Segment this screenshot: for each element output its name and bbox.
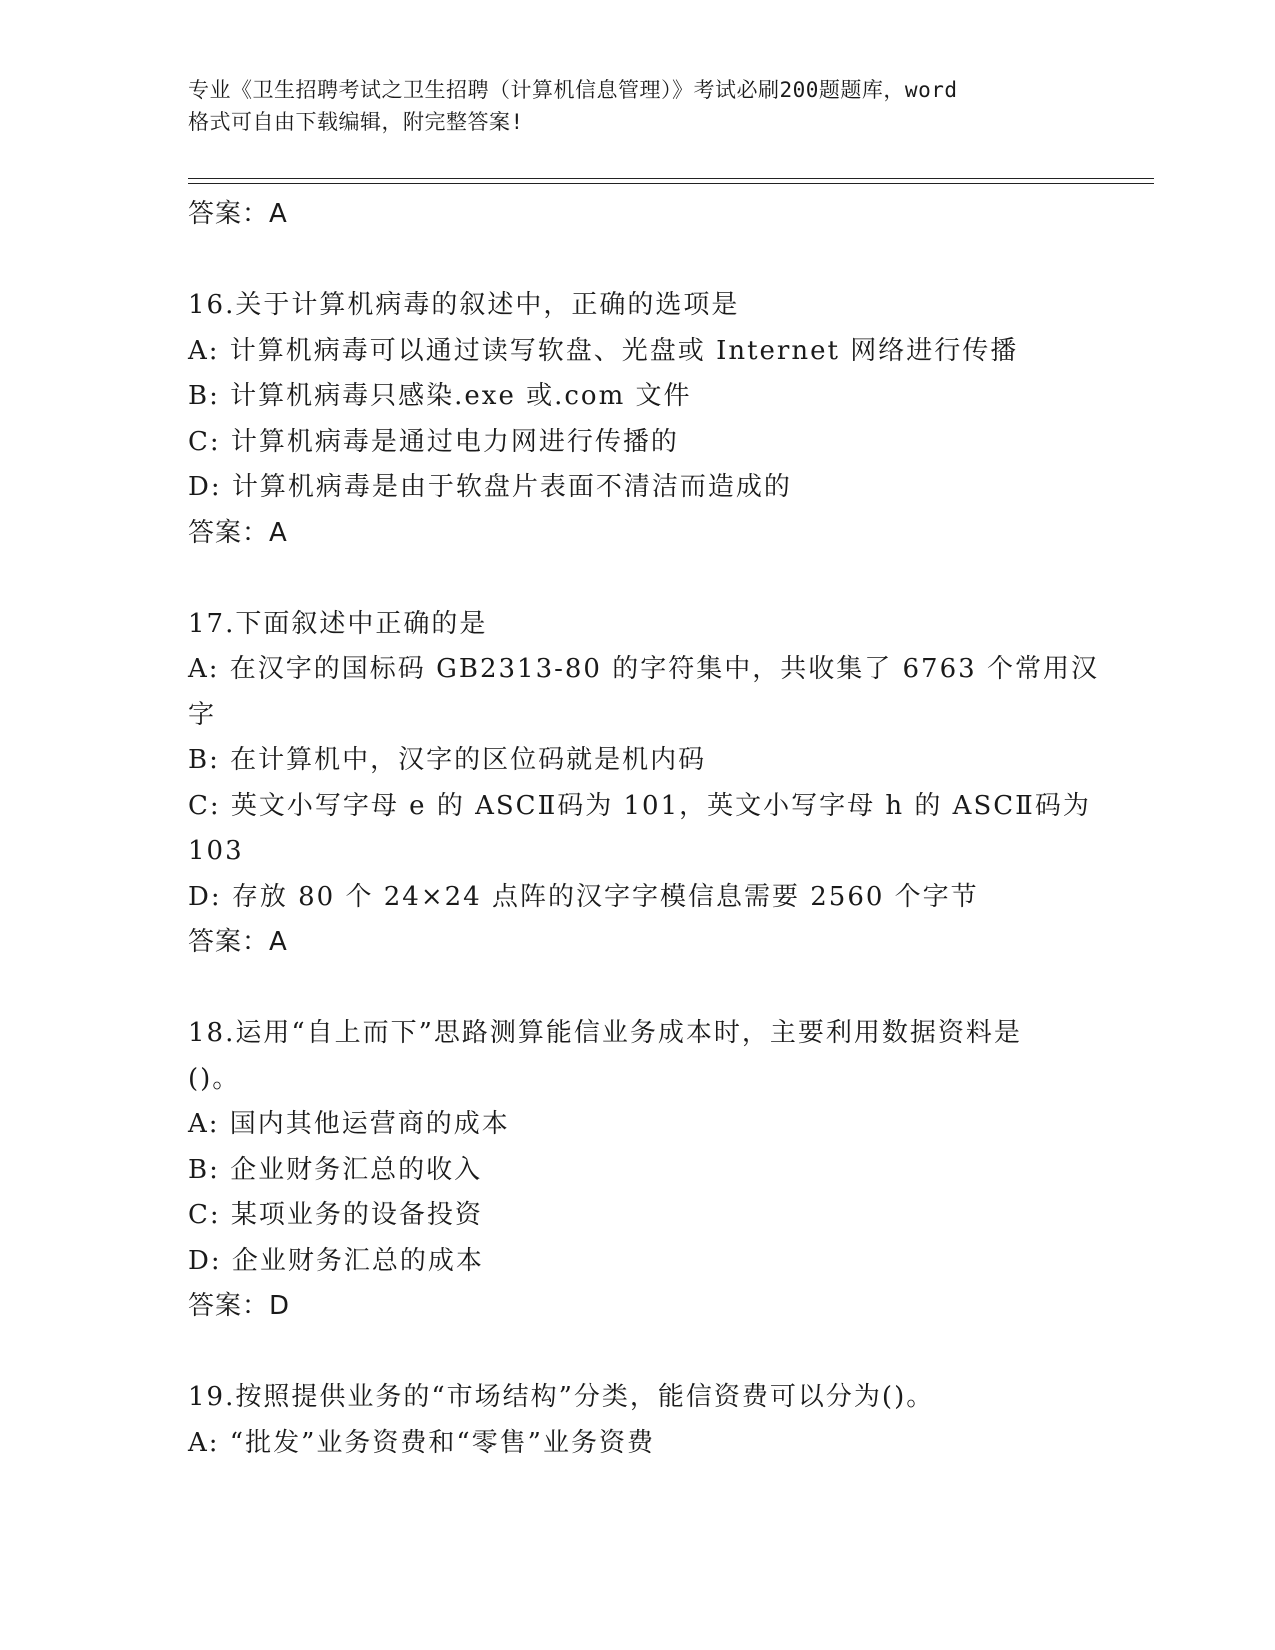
header-rule-bottom (188, 183, 1154, 184)
question-16-option-b: B: 计算机病毒只感染.exe 或.com 文件 (188, 381, 692, 411)
question-17-option-c-cont: 103 (188, 836, 244, 866)
answer-15: 答案：A (188, 199, 288, 229)
header-title-line-2: 格式可自由下载编辑，附完整答案! (188, 110, 524, 134)
question-17-option-c: C: 英文小写字母 e 的 ASCⅡ码为 101，英文小写字母 h 的 ASCⅡ码为 (188, 790, 1091, 821)
question-18-stem: 18.运用“自上而下”思路测算能信业务成本时，主要利用数据资料是 (188, 1018, 1022, 1048)
question-19-stem: 19.按照提供业务的“市场结构”分类，能信资费可以分为()。 (188, 1382, 935, 1412)
question-16-option-d: D: 计算机病毒是由于软盘片表面不清洁而造成的 (188, 472, 792, 502)
question-18-stem-cont: ()。 (188, 1063, 241, 1094)
spacer (188, 556, 1088, 602)
question-18-answer: 答案：D (188, 1291, 291, 1321)
header-rule-top (188, 178, 1154, 179)
question-17-option-d: D: 存放 80 个 24×24 点阵的汉字字模信息需要 2560 个字节 (188, 881, 979, 912)
question-18-option-c: C: 某项业务的设备投资 (188, 1200, 483, 1230)
question-17-option-b: B: 在计算机中，汉字的区位码就是机内码 (188, 745, 707, 775)
question-18-option-b: B: 企业财务汇总的收入 (188, 1154, 483, 1185)
spacer (188, 1330, 1088, 1376)
question-list (188, 192, 1099, 1466)
question-16-stem: 16.关于计算机病毒的叙述中，正确的选项是 (188, 290, 740, 320)
spacer (188, 238, 1088, 284)
question-19 (188, 1375, 1088, 1466)
question-17 (188, 602, 1099, 966)
question-17-option-a: A: 在汉字的国标码 GB2313-80 的字符集中，共收集了 6763 个常用汉 (188, 654, 1099, 684)
question-18-option-d: D: 企业财务汇总的成本 (188, 1245, 484, 1276)
question-16-answer: 答案：A (188, 517, 288, 548)
question-17-option-a-cont: 字 (188, 699, 217, 730)
question-16-option-c: C: 计算机病毒是通过电力网进行传播的 (188, 426, 679, 457)
header-title-line-1: 专业《卫生招聘考试之卫生招聘（计算机信息管理）》考试必刷200题题库，word (188, 78, 958, 102)
spacer (188, 966, 1088, 1012)
document-header (188, 74, 1088, 138)
question-18-option-a: A: 国内其他运营商的成本 (188, 1109, 510, 1139)
question-16-option-a: A: 计算机病毒可以通过读写软盘、光盘或 Internet 网络进行传播 (188, 335, 1019, 366)
question-17-stem: 17.下面叙述中正确的是 (188, 608, 488, 639)
question-18 (188, 1011, 1088, 1330)
question-19-option-a: A: “批发”业务资费和“零售”业务资费 (188, 1427, 655, 1458)
question-17-answer: 答案：A (188, 927, 288, 957)
question-16 (188, 283, 1088, 556)
